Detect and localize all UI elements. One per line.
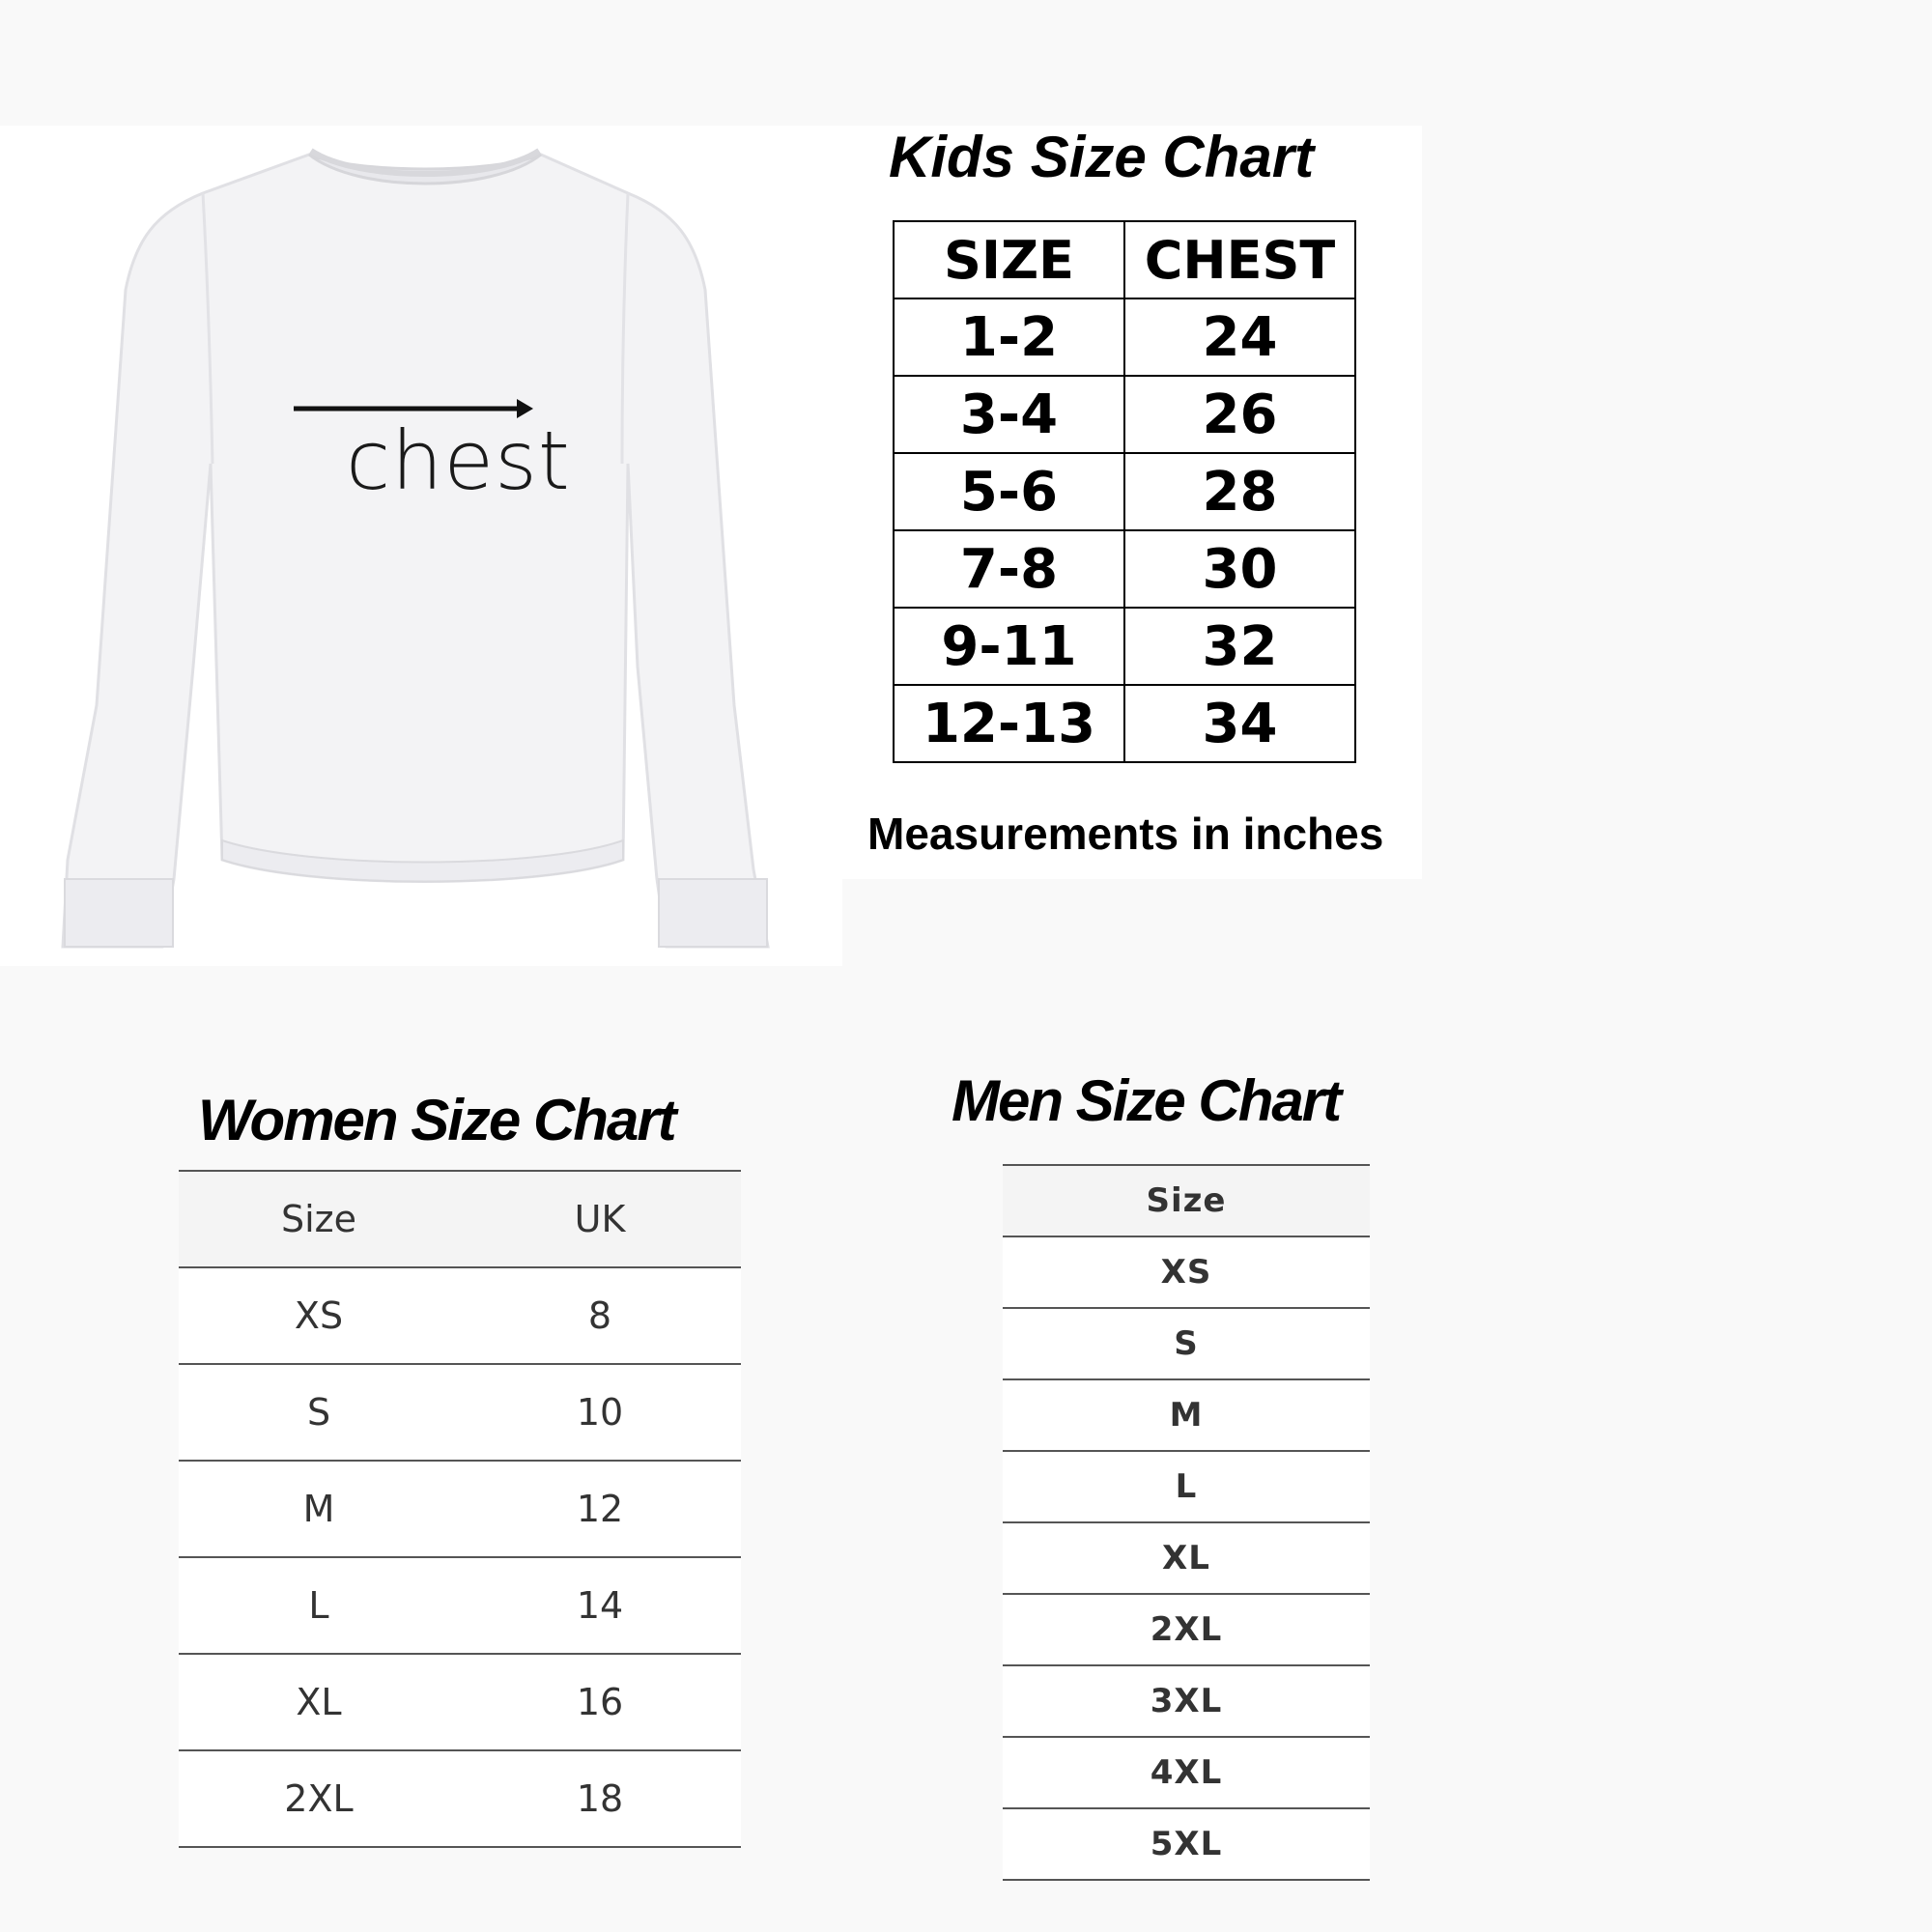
kids-chest-cell: 24	[1124, 298, 1355, 376]
men-header-size: Size	[1003, 1165, 1370, 1236]
sweater-icon	[39, 126, 792, 976]
women-size-cell: 2XL	[179, 1750, 459, 1847]
table-row	[1003, 1236, 1370, 1308]
men-size-cell: L	[1003, 1451, 1370, 1522]
men-chart-title: Men Size Chart	[952, 1068, 1341, 1133]
men-size-cell: 2XL	[1003, 1594, 1370, 1665]
women-size-cell: L	[179, 1557, 459, 1654]
table-row	[894, 453, 1355, 530]
women-uk-cell: 10	[459, 1364, 741, 1461]
kids-header-size: SIZE	[894, 221, 1124, 298]
chest-label: chest	[346, 413, 571, 508]
women-uk-cell: 8	[459, 1267, 741, 1364]
women-uk-cell: 16	[459, 1654, 741, 1750]
men-size-cell: M	[1003, 1379, 1370, 1451]
women-size-table	[179, 1170, 741, 1848]
women-uk-cell: 14	[459, 1557, 741, 1654]
men-size-cell: XS	[1003, 1236, 1370, 1308]
table-header-row	[1003, 1165, 1370, 1236]
table-row	[1003, 1522, 1370, 1594]
table-row	[1003, 1665, 1370, 1737]
kids-size-cell: 9-11	[894, 608, 1124, 685]
table-row	[1003, 1808, 1370, 1880]
table-row	[1003, 1594, 1370, 1665]
men-size-cell: XL	[1003, 1522, 1370, 1594]
kids-size-cell: 7-8	[894, 530, 1124, 608]
women-header-uk: UK	[459, 1171, 741, 1267]
table-row	[179, 1461, 741, 1557]
table-row	[894, 298, 1355, 376]
women-size-cell: XS	[179, 1267, 459, 1364]
men-size-cell: 4XL	[1003, 1737, 1370, 1808]
kids-size-cell: 5-6	[894, 453, 1124, 530]
women-uk-cell: 18	[459, 1750, 741, 1847]
table-row	[894, 376, 1355, 453]
kids-size-cell: 3-4	[894, 376, 1124, 453]
women-size-cell: S	[179, 1364, 459, 1461]
kids-header-chest: CHEST	[1124, 221, 1355, 298]
table-row	[894, 685, 1355, 762]
table-row	[179, 1750, 741, 1847]
women-header-size: Size	[179, 1171, 459, 1267]
kids-chest-cell: 34	[1124, 685, 1355, 762]
table-header-row	[894, 221, 1355, 298]
kids-size-cell: 1-2	[894, 298, 1124, 376]
kids-chart-title: Kids Size Chart	[889, 125, 1315, 189]
table-row	[1003, 1379, 1370, 1451]
men-size-cell: 5XL	[1003, 1808, 1370, 1880]
kids-chest-cell: 26	[1124, 376, 1355, 453]
table-row	[1003, 1737, 1370, 1808]
kids-size-table	[893, 220, 1356, 763]
kids-chest-cell: 32	[1124, 608, 1355, 685]
sweater-illustration	[39, 126, 792, 976]
table-row	[1003, 1308, 1370, 1379]
women-size-cell: M	[179, 1461, 459, 1557]
table-row	[179, 1267, 741, 1364]
table-row	[894, 530, 1355, 608]
kids-chest-cell: 30	[1124, 530, 1355, 608]
table-row	[1003, 1451, 1370, 1522]
men-size-cell: S	[1003, 1308, 1370, 1379]
women-chart-title: Women Size Chart	[198, 1088, 675, 1152]
table-header-row	[179, 1171, 741, 1267]
kids-size-cell: 12-13	[894, 685, 1124, 762]
table-row	[179, 1654, 741, 1750]
kids-chest-cell: 28	[1124, 453, 1355, 530]
women-uk-cell: 12	[459, 1461, 741, 1557]
table-row	[179, 1364, 741, 1461]
table-row	[179, 1557, 741, 1654]
men-size-cell: 3XL	[1003, 1665, 1370, 1737]
men-size-table	[1003, 1164, 1370, 1881]
women-size-cell: XL	[179, 1654, 459, 1750]
table-row	[894, 608, 1355, 685]
measurement-note: Measurements in inches	[867, 809, 1384, 859]
